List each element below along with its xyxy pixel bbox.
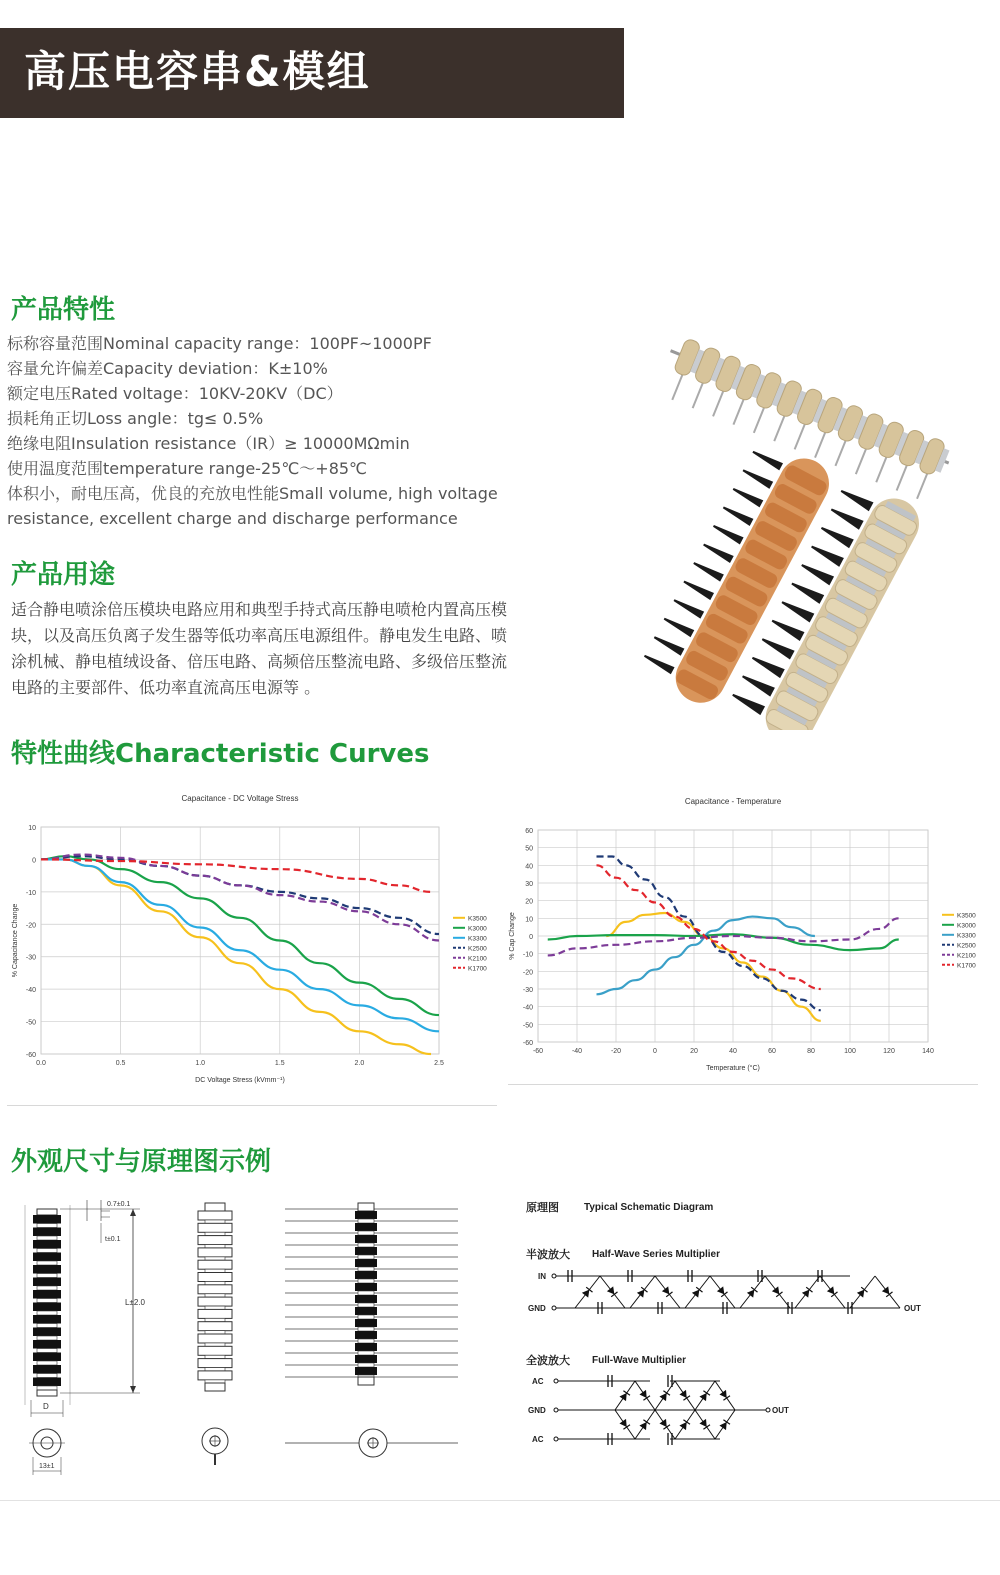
- half-wave-circuit: [528, 1270, 921, 1314]
- stack-disc: [33, 1353, 61, 1362]
- stack-spacer: [37, 1374, 57, 1378]
- stack-disc: [198, 1236, 232, 1245]
- stack-spacer: [358, 1279, 374, 1283]
- chart-title: Capacitance - DC Voltage Stress: [181, 794, 299, 803]
- stack-disc: [198, 1273, 232, 1282]
- x-axis-label: DC Voltage Stress (kVmm⁻¹): [195, 1077, 285, 1084]
- diode: [721, 504, 753, 526]
- y-axis-label: % Capacitance Change: [12, 903, 19, 978]
- stack-disc: [355, 1307, 377, 1315]
- stack-disc: [198, 1346, 232, 1355]
- stack-disc: [198, 1371, 232, 1380]
- y-tick-label: -10: [522, 951, 533, 959]
- diode: [740, 672, 775, 697]
- x-tick-label: -20: [610, 1048, 622, 1055]
- x-tick-label: 20: [690, 1048, 698, 1055]
- diode: [672, 597, 704, 619]
- dim-label-D: D: [43, 1402, 49, 1411]
- diode-symbol: [637, 1287, 648, 1297]
- chart-dc-voltage: [5, 785, 500, 1105]
- feature-line: 损耗角正切Loss angle：tg≤ 0.5%: [7, 409, 264, 428]
- feature-line: 额定电压Rated voltage：10KV-20KV（DC）: [7, 384, 343, 403]
- stack-spacer: [37, 1286, 57, 1290]
- diode: [829, 505, 864, 530]
- dimension-drawing-leads: [285, 1203, 458, 1457]
- stack-disc: [33, 1315, 61, 1324]
- diode-symbol: [699, 1391, 710, 1401]
- diode-symbol: [679, 1390, 690, 1400]
- diode-symbol: [619, 1419, 630, 1429]
- stack-disc: [198, 1334, 232, 1343]
- dim-label-top: 0.7±0.1: [107, 1201, 131, 1208]
- x-tick-label: 2.5: [434, 1060, 444, 1067]
- header-banner: [0, 28, 624, 118]
- stack-disc: [355, 1223, 377, 1231]
- usage-line: 适合静电喷涂倍压模块电路应用和典型手持式高压静电喷枪内置高压模: [11, 600, 508, 619]
- stack-disc: [355, 1343, 377, 1351]
- stack-disc: [33, 1328, 61, 1337]
- stack-disc: [198, 1297, 232, 1306]
- stack-disc: [198, 1248, 232, 1257]
- legend-label: K3000: [957, 922, 976, 930]
- x-tick-label: 0.0: [36, 1060, 46, 1067]
- stack-disc: [198, 1322, 232, 1331]
- schematic-title-cn: 原理图: [526, 1202, 559, 1214]
- stack-disc: [355, 1211, 377, 1219]
- diode-symbol: [639, 1390, 650, 1400]
- y-tick-label: 10: [525, 916, 533, 924]
- dimensions-title: 外观尺寸与原理图示例: [11, 1147, 272, 1177]
- chart-temperature: [505, 795, 1000, 1095]
- usage-line: 块，以及高压负离子发生器等低功率高压电源组件。静电发生电路、喷: [11, 626, 508, 645]
- stack-spacer: [358, 1291, 374, 1295]
- full-wave-title-en: Full-Wave Multiplier: [592, 1355, 687, 1366]
- y-tick-label: -20: [25, 922, 36, 930]
- legend-label: K3300: [468, 935, 487, 943]
- y-tick-label: 0: [529, 934, 533, 941]
- stack-spacer: [358, 1255, 374, 1259]
- x-tick-label: -60: [532, 1048, 544, 1055]
- stack-spacer: [358, 1243, 374, 1247]
- out-label-full: OUT: [772, 1406, 789, 1415]
- curves-title: 特性曲线Characteristic Curves: [11, 739, 430, 769]
- stack-spacer: [37, 1299, 57, 1303]
- diode: [789, 579, 824, 604]
- x-tick-label: -40: [571, 1048, 583, 1055]
- x-axis-label: Temperature (°C): [706, 1065, 760, 1072]
- half-wave-title-cn: 半波放大: [526, 1249, 570, 1261]
- divider: [7, 1105, 497, 1106]
- gnd-label-full: GND: [528, 1406, 546, 1415]
- stack-spacer: [358, 1303, 374, 1307]
- stack-disc: [33, 1240, 61, 1249]
- y-tick-label: 0: [32, 857, 36, 865]
- y-tick-label: -30: [25, 954, 36, 962]
- full-wave-title-cn: 全波放大: [526, 1355, 570, 1367]
- x-tick-label: 80: [807, 1048, 815, 1055]
- chart-temperature-svg: [505, 795, 1000, 1095]
- stack-disc: [33, 1303, 61, 1312]
- diode-symbol: [747, 1287, 758, 1297]
- diode: [760, 635, 795, 660]
- in-label: IN: [538, 1272, 546, 1281]
- stack-disc: [198, 1223, 232, 1232]
- diode: [731, 485, 763, 507]
- page-title: 高压电容串&模组: [24, 47, 371, 96]
- stack-spacer: [37, 1261, 57, 1265]
- stack-spacer: [37, 1336, 57, 1340]
- half-wave-title-en: Half-Wave Series Multiplier: [592, 1249, 720, 1260]
- legend-label: K2500: [957, 942, 976, 950]
- stack-disc: [198, 1211, 232, 1220]
- x-tick-label: 1.0: [195, 1060, 206, 1067]
- stack-spacer: [358, 1327, 374, 1331]
- diode: [652, 634, 684, 656]
- y-tick-label: -60: [522, 1040, 533, 1047]
- stack-disc: [33, 1378, 61, 1387]
- chart-title: Capacitance - Temperature: [684, 797, 782, 806]
- stack-disc: [355, 1367, 377, 1375]
- stack-disc: [355, 1247, 377, 1255]
- diode: [692, 559, 724, 581]
- footer-divider: [0, 1500, 1000, 1501]
- y-tick-label: 50: [525, 845, 533, 853]
- x-tick-label: 140: [922, 1048, 934, 1055]
- diode: [809, 542, 844, 567]
- y-tick-label: -40: [25, 987, 36, 995]
- y-tick-label: 30: [525, 881, 533, 888]
- stack-spacer: [358, 1267, 374, 1271]
- stack-spacer: [37, 1311, 57, 1315]
- diode: [770, 616, 805, 641]
- legend-label: K1700: [957, 962, 976, 970]
- stack-disc: [198, 1285, 232, 1294]
- diode-symbol: [772, 1286, 783, 1296]
- stack-spacer: [37, 1274, 57, 1278]
- diode-symbol: [857, 1287, 868, 1297]
- diode: [741, 467, 773, 489]
- diode: [643, 652, 675, 674]
- feature-line: 容量允许偏差Capacity deviation：K±10%: [7, 359, 328, 378]
- y-tick-label: -50: [522, 1022, 533, 1030]
- stack-disc: [33, 1340, 61, 1349]
- dimension-drawings: [15, 1195, 465, 1485]
- legend-label: K1700: [468, 965, 487, 973]
- stack-spacer: [358, 1339, 374, 1343]
- stack-disc: [355, 1235, 377, 1243]
- dimension-drawing-front: [25, 1200, 146, 1475]
- x-tick-label: 0.5: [115, 1060, 126, 1067]
- diode-symbol: [679, 1420, 690, 1430]
- diode: [750, 653, 785, 678]
- legend-label: K3300: [957, 932, 976, 940]
- schematic-diagram: [520, 1195, 950, 1455]
- ac-label-bottom: AC: [532, 1435, 544, 1444]
- diode: [819, 523, 854, 548]
- feature-line: 绝缘电阻Insulation resistance（IR）≥ 10000MΩmin: [7, 434, 410, 453]
- dim-label-t: t±0.1: [105, 1236, 121, 1243]
- y-tick-label: 20: [525, 898, 533, 906]
- stack-spacer: [37, 1249, 57, 1253]
- x-tick-label: 100: [844, 1048, 856, 1055]
- usage-line: 电路的主要部件、低功率直流高压电源等 。: [11, 678, 321, 697]
- y-tick-label: -20: [522, 969, 533, 977]
- stack-spacer: [358, 1363, 374, 1367]
- feature-line: resistance, excellent charge and discharge performance: [7, 509, 458, 528]
- y-tick-label: -60: [25, 1052, 36, 1059]
- stack-spacer: [37, 1386, 57, 1390]
- diode-symbol: [639, 1420, 650, 1430]
- stack-spacer: [358, 1231, 374, 1235]
- diode-symbol: [827, 1286, 838, 1296]
- diode: [839, 486, 874, 511]
- usage-title: 产品用途: [11, 560, 116, 590]
- schematic-title-en: Typical Schematic Diagram: [584, 1202, 714, 1213]
- diode-symbol: [802, 1287, 813, 1297]
- diode-symbol: [882, 1286, 893, 1296]
- diode-symbol: [619, 1391, 630, 1401]
- dim-label-13: 13±1: [39, 1463, 55, 1470]
- stack-disc: [198, 1260, 232, 1269]
- stack-spacer: [37, 1324, 57, 1328]
- diode-symbol: [582, 1287, 593, 1297]
- legend-label: K3500: [957, 912, 976, 920]
- stack-spacer: [358, 1351, 374, 1355]
- dim-label-L: L±2.0: [125, 1298, 145, 1307]
- diode: [662, 615, 694, 637]
- out-label: OUT: [904, 1304, 921, 1313]
- diode: [751, 448, 783, 470]
- y-tick-label: -10: [25, 889, 36, 897]
- diode-symbol: [662, 1286, 673, 1296]
- feature-line: 标称容量范围Nominal capacity range：100PF~1000PF: [7, 334, 432, 353]
- y-tick-label: 10: [28, 825, 36, 832]
- stack-disc: [355, 1355, 377, 1363]
- product-photo: [640, 325, 970, 730]
- stack-spacer: [37, 1224, 57, 1228]
- diode-symbol: [699, 1419, 710, 1429]
- x-tick-label: 120: [883, 1048, 895, 1055]
- legend-label: K3500: [468, 915, 487, 923]
- x-tick-label: 2.0: [354, 1060, 365, 1067]
- stack-disc: [33, 1253, 61, 1262]
- y-tick-label: -50: [25, 1019, 36, 1027]
- stack-disc: [355, 1295, 377, 1303]
- chart-dc-voltage-svg: [5, 785, 500, 1105]
- full-wave-circuit: [528, 1375, 789, 1445]
- stack-disc: [355, 1331, 377, 1339]
- diode: [730, 690, 765, 715]
- capacitor-illustration: [640, 325, 970, 730]
- y-tick-label: -30: [522, 987, 533, 994]
- y-tick-label: 60: [525, 828, 533, 835]
- y-axis-label: % Cap Change: [509, 912, 516, 960]
- diode-symbol: [719, 1390, 730, 1400]
- x-tick-label: 1.5: [274, 1060, 285, 1067]
- diode-symbol: [719, 1420, 730, 1430]
- diode: [780, 598, 815, 623]
- x-tick-label: 60: [768, 1048, 776, 1055]
- stack-disc: [33, 1265, 61, 1274]
- usage-line: 涂机械、静电植绒设备、倍压电路、高频倍压整流电路、多级倍压整流: [11, 652, 508, 671]
- stack-spacer: [358, 1219, 374, 1223]
- diode: [799, 561, 834, 586]
- stack-disc: [355, 1259, 377, 1267]
- diode-symbol: [717, 1286, 728, 1296]
- stack-spacer: [358, 1315, 374, 1319]
- legend-label: K2100: [957, 952, 976, 960]
- stack-disc: [355, 1271, 377, 1279]
- stack-disc: [198, 1359, 232, 1368]
- stack-spacer: [37, 1349, 57, 1353]
- diode-symbol: [692, 1287, 703, 1297]
- divider: [508, 1084, 978, 1085]
- x-tick-label: 40: [729, 1048, 737, 1055]
- gnd-label: GND: [528, 1304, 546, 1313]
- y-tick-label: -40: [522, 1004, 533, 1012]
- stack-disc: [33, 1365, 61, 1374]
- feature-line: 体积小，耐电压高，优良的充放电性能Small volume, high voltage: [7, 484, 498, 503]
- diode-symbol: [607, 1286, 618, 1296]
- diode: [682, 578, 714, 600]
- dimension-drawing-outline: [198, 1203, 232, 1465]
- stack-spacer: [37, 1236, 57, 1240]
- stack-spacer: [37, 1361, 57, 1365]
- stack-disc: [33, 1215, 61, 1224]
- diode-symbol: [659, 1419, 670, 1429]
- legend-label: K3000: [468, 925, 487, 933]
- stack-disc: [33, 1228, 61, 1237]
- diode: [702, 541, 734, 563]
- y-tick-label: 40: [525, 863, 533, 871]
- diode: [712, 522, 744, 544]
- stack-disc: [355, 1319, 377, 1327]
- legend-label: K2500: [468, 945, 487, 953]
- x-tick-label: 0: [653, 1048, 657, 1055]
- feature-line: 使用温度范围temperature range-25℃～+85℃: [7, 459, 368, 478]
- stack-disc: [33, 1278, 61, 1287]
- stack-disc: [355, 1283, 377, 1291]
- stack-disc: [198, 1309, 232, 1318]
- diode-symbol: [659, 1391, 670, 1401]
- ac-label-top: AC: [532, 1377, 544, 1386]
- stack-disc: [33, 1290, 61, 1299]
- features-title: 产品特性: [11, 295, 116, 325]
- legend-label: K2100: [468, 955, 487, 963]
